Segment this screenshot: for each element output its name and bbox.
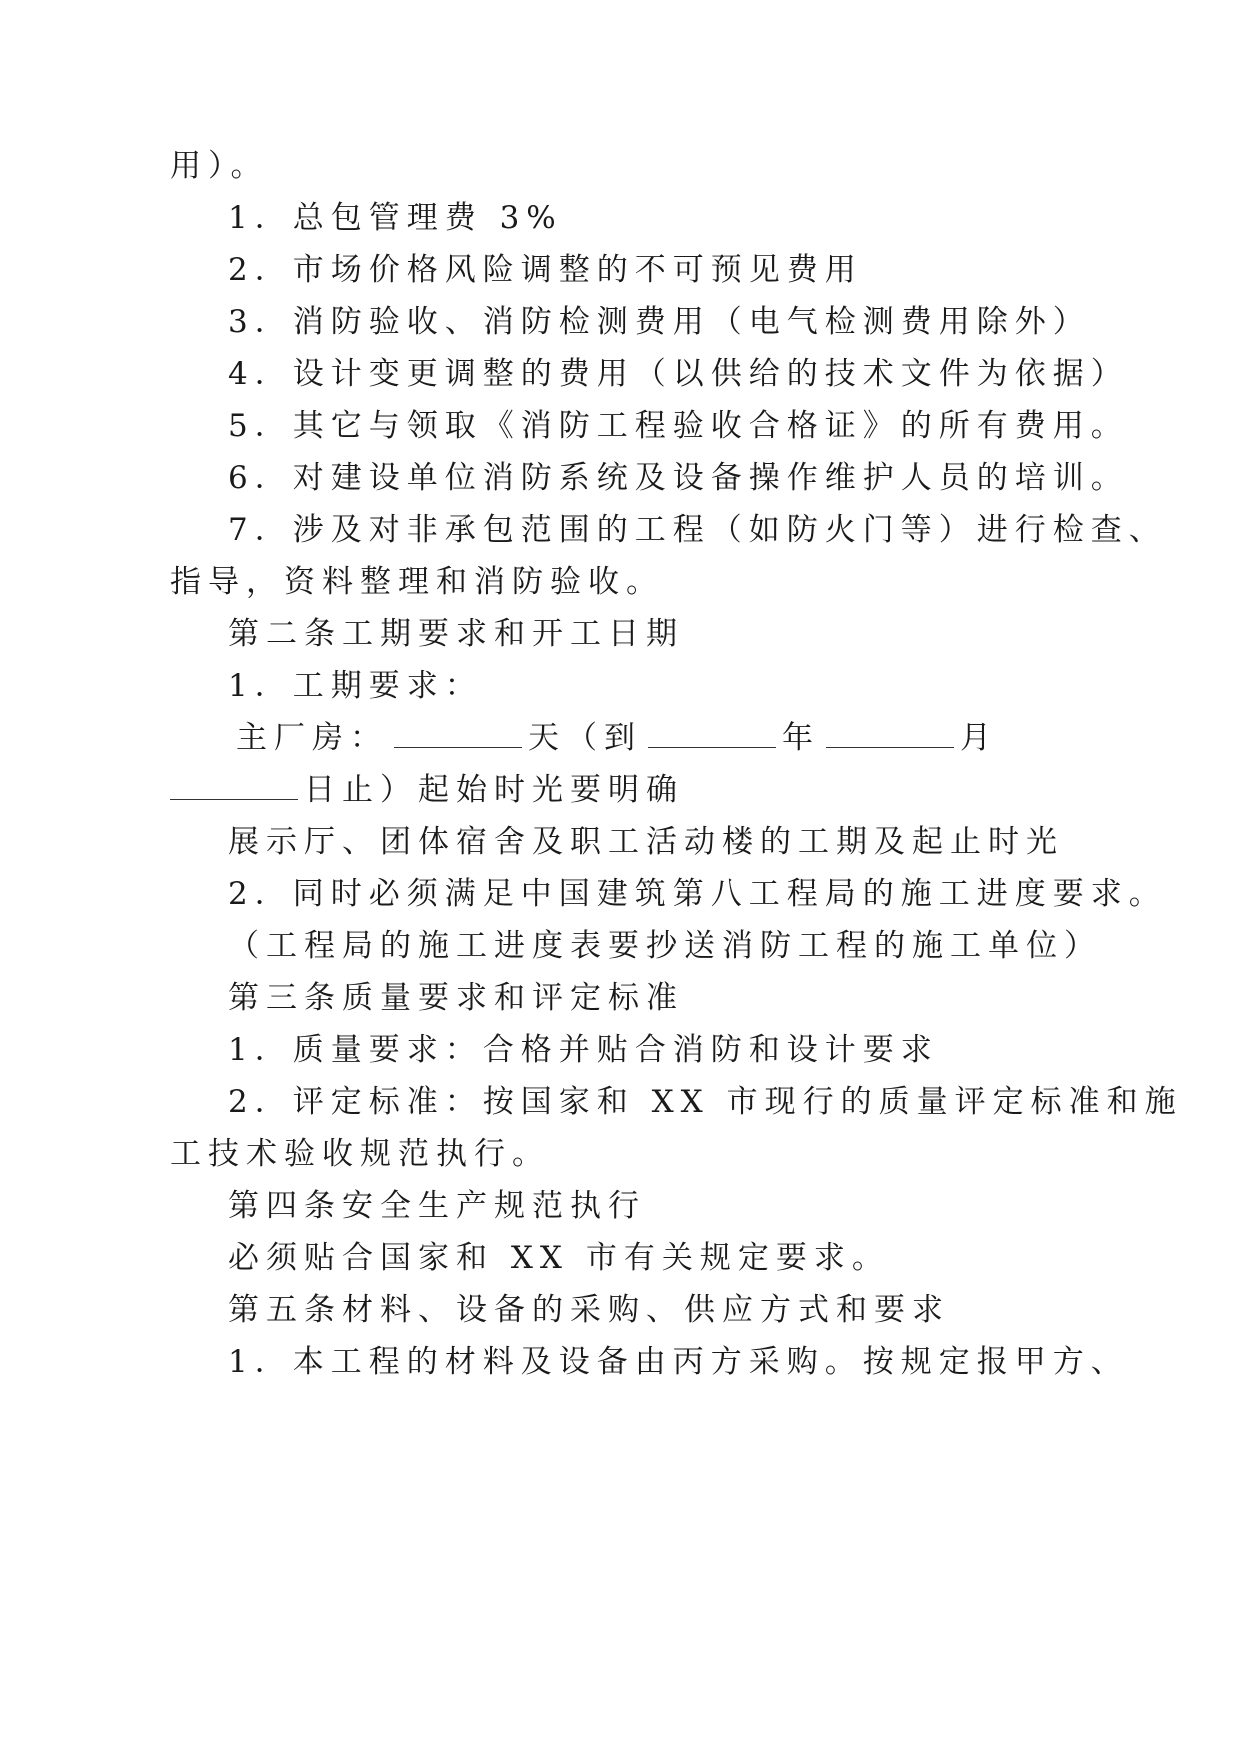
list-item: 1．总包管理费 3% <box>228 200 563 236</box>
list-item: 6．对建设单位消防系统及设备操作维护人员的培训。 <box>228 460 1129 496</box>
schedule-line <box>236 718 998 758</box>
text-line: 用）。 <box>170 148 269 184</box>
list-item: 1．质量要求：合格并贴合消防和设计要求 <box>228 1032 939 1068</box>
list-item: 3．消防验收、消防检测费用（电气检测费用除外） <box>228 304 1091 340</box>
list-item: 2．同时必须满足中国建筑第八工程局的施工进度要求。 <box>228 876 1167 912</box>
section-heading: 第四条安全生产规范执行 <box>228 1188 646 1224</box>
year-unit: 年 <box>782 720 820 756</box>
main-building-label: 主厂房： <box>236 720 388 756</box>
section-heading: 第三条质量要求和评定标准 <box>228 980 684 1016</box>
blank-day <box>170 771 298 800</box>
list-item: 7．涉及对非承包范围的工程（如防火门等）进行检查、 <box>228 512 1167 548</box>
list-item: 1．工期要求： <box>228 668 483 704</box>
blank-year <box>648 719 776 748</box>
schedule-line-2 <box>170 770 684 810</box>
end-text: 日止）起始时光要明确 <box>304 772 684 808</box>
list-item: 1．本工程的材料及设备由丙方采购。按规定报甲方、 <box>228 1344 1129 1380</box>
day-unit: 天（到 <box>528 720 642 756</box>
list-item: 4．设计变更调整的费用（以供给的技术文件为依据） <box>228 356 1129 392</box>
text-line: 指导，资料整理和消防验收。 <box>170 564 664 600</box>
text-line: 工技术验收规范执行。 <box>170 1136 550 1172</box>
list-item: 2．评定标准：按国家和 XX 市现行的质量评定标准和施 <box>228 1084 1183 1120</box>
text-line: 必须贴合国家和 XX 市有关规定要求。 <box>228 1240 890 1276</box>
section-heading: 第五条材料、设备的采购、供应方式和要求 <box>228 1292 950 1328</box>
month-unit: 月 <box>960 720 998 756</box>
text-line: 展示厅、团体宿舍及职工活动楼的工期及起止时光 <box>228 824 1064 860</box>
section-heading: 第二条工期要求和开工日期 <box>228 616 684 652</box>
blank-month <box>826 719 954 748</box>
list-item: 2．市场价格风险调整的不可预见费用 <box>228 252 863 288</box>
blank-days <box>394 719 522 748</box>
text-line: （工程局的施工进度表要抄送消防工程的施工单位） <box>228 928 1102 964</box>
list-item: 5．其它与领取《消防工程验收合格证》的所有费用。 <box>228 408 1129 444</box>
